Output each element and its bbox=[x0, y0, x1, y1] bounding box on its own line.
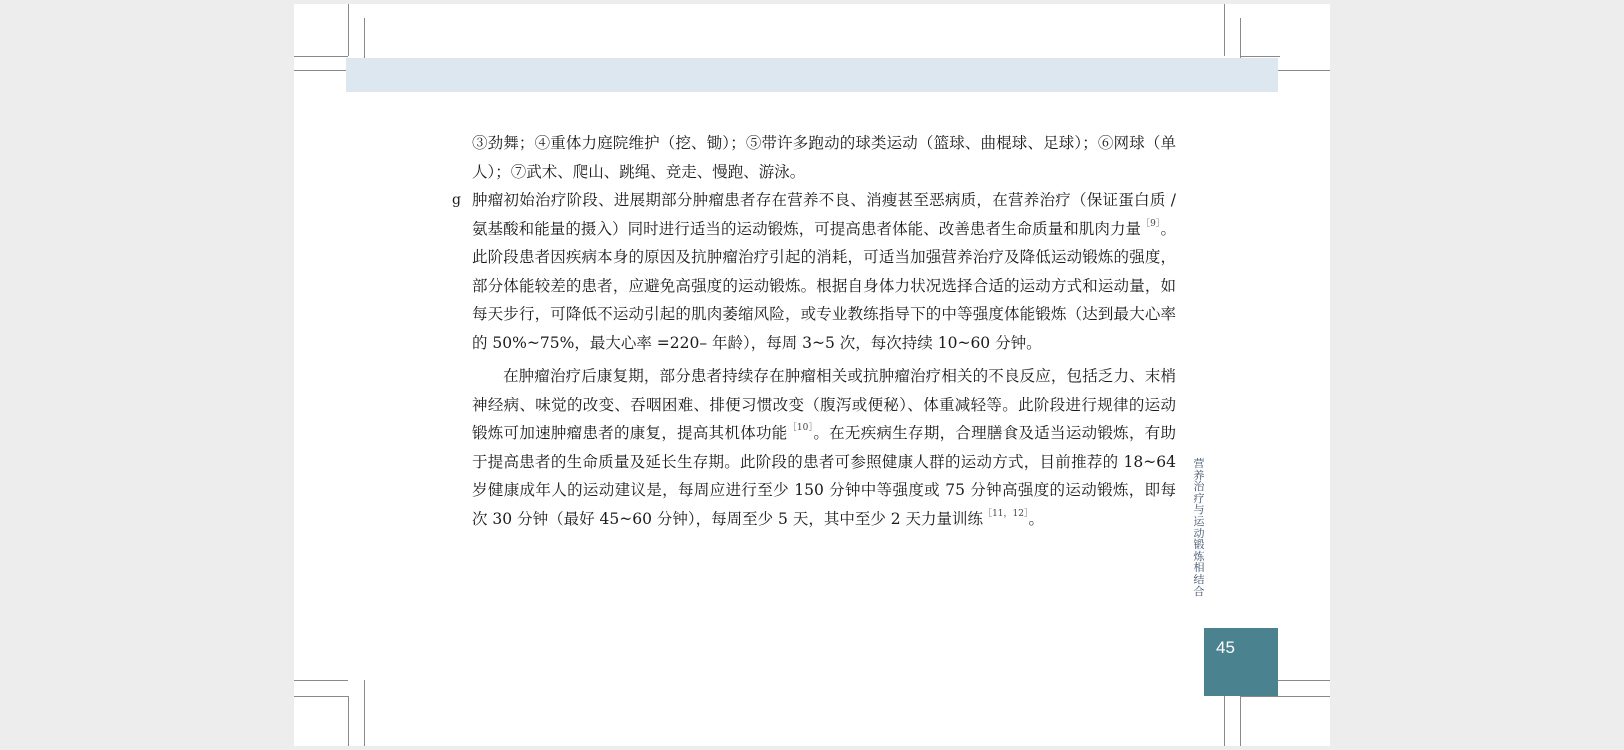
crop-mark bbox=[1240, 56, 1280, 57]
crop-mark bbox=[1278, 680, 1330, 681]
paragraph-initial-treatment bbox=[452, 186, 1176, 357]
paragraph-text: 。此阶段患者因疾病本身的原因及抗肿瘤治疗引起的消耗，可适当加强营养治疗及降低运动锻炼的强度，部分体能较差的患者，应避免高强度的运动锻炼。根据自身体力状况选择合适的运动方式和运动量，如每天步行，可降低不运动引起的肌肉萎缩风险，或专业教练指导下的中等强度体能锻炼（达到最大心率的 50%~75%，最大心率 =220– 年龄），每周 3~5 次，每次持续 10~60 分钟。 bbox=[472, 219, 1176, 352]
paragraph-text: 。在无疾病生存期，合理膳食及适当运动锻炼，有助于提高患者的生命质量及延长生存期。此阶段的患者可参照健康人群的运动方式，目前推荐的 18~64 岁健康成年人的运动建议是，每周应进行至少 150 分钟中等强度或 75 分钟高强度的运动锻炼，即每次 30 分钟（最好 45~60 分钟），每周至少 5 天，其中至少 2 天力量训练 bbox=[472, 424, 1176, 528]
crop-mark bbox=[1240, 696, 1330, 697]
crop-mark bbox=[294, 696, 348, 697]
margin-marker: g bbox=[452, 192, 461, 208]
crop-mark bbox=[348, 4, 349, 56]
book-page bbox=[294, 4, 1330, 746]
citation-ref[interactable]: ［10］ bbox=[787, 423, 814, 433]
citation-ref[interactable]: ［9］ bbox=[1141, 218, 1161, 229]
paragraph-text: 在肿瘤治疗后康复期，部分患者持续存在肿瘤相关或抗肿瘤治疗相关的不良反应，包括乏力、末梢神经病、味觉的改变、吞咽困难、排便习惯改变（腹泻或便秘）、体重减轻等。此阶段进行规律的运动锻炼可加速肿瘤患者的康复，提高其机体功能 bbox=[472, 367, 1176, 442]
paragraph-text: 肿瘤初始治疗阶段、进展期部分肿瘤患者存在营养不良、消瘦甚至恶病质，在营养治疗（保证蛋白质 / 氨基酸和能量的摄入）同时进行适当的运动锻炼，可提高患者体能、改善患者生命质量和肌肉力量 bbox=[472, 191, 1176, 238]
crop-mark bbox=[294, 70, 348, 71]
crop-mark bbox=[294, 680, 348, 681]
paragraph-exercise-list: ③劲舞；④重体力庭院维护（挖、锄）；⑤带许多跑动的球类运动（篮球、曲棍球、足球）；⑥网球（单人）；⑦武术、爬山、跳绳、竞走、慢跑、游泳。 bbox=[472, 134, 1176, 181]
paragraph-text: 。 bbox=[1028, 509, 1044, 528]
crop-mark bbox=[1224, 696, 1225, 746]
crop-mark bbox=[294, 56, 348, 57]
header-band bbox=[346, 58, 1278, 92]
page-number-box bbox=[1204, 628, 1278, 696]
citation-ref[interactable]: ［11，12］ bbox=[983, 508, 1029, 519]
crop-mark bbox=[1224, 4, 1225, 56]
paragraph-rehabilitation bbox=[472, 362, 1176, 533]
chapter-side-title: 营养治疗与运动锻炼相结合 bbox=[1193, 457, 1205, 598]
crop-mark bbox=[364, 680, 365, 746]
page-number: 45 bbox=[1216, 638, 1235, 657]
crop-mark bbox=[348, 696, 349, 746]
body-text bbox=[452, 129, 1176, 533]
